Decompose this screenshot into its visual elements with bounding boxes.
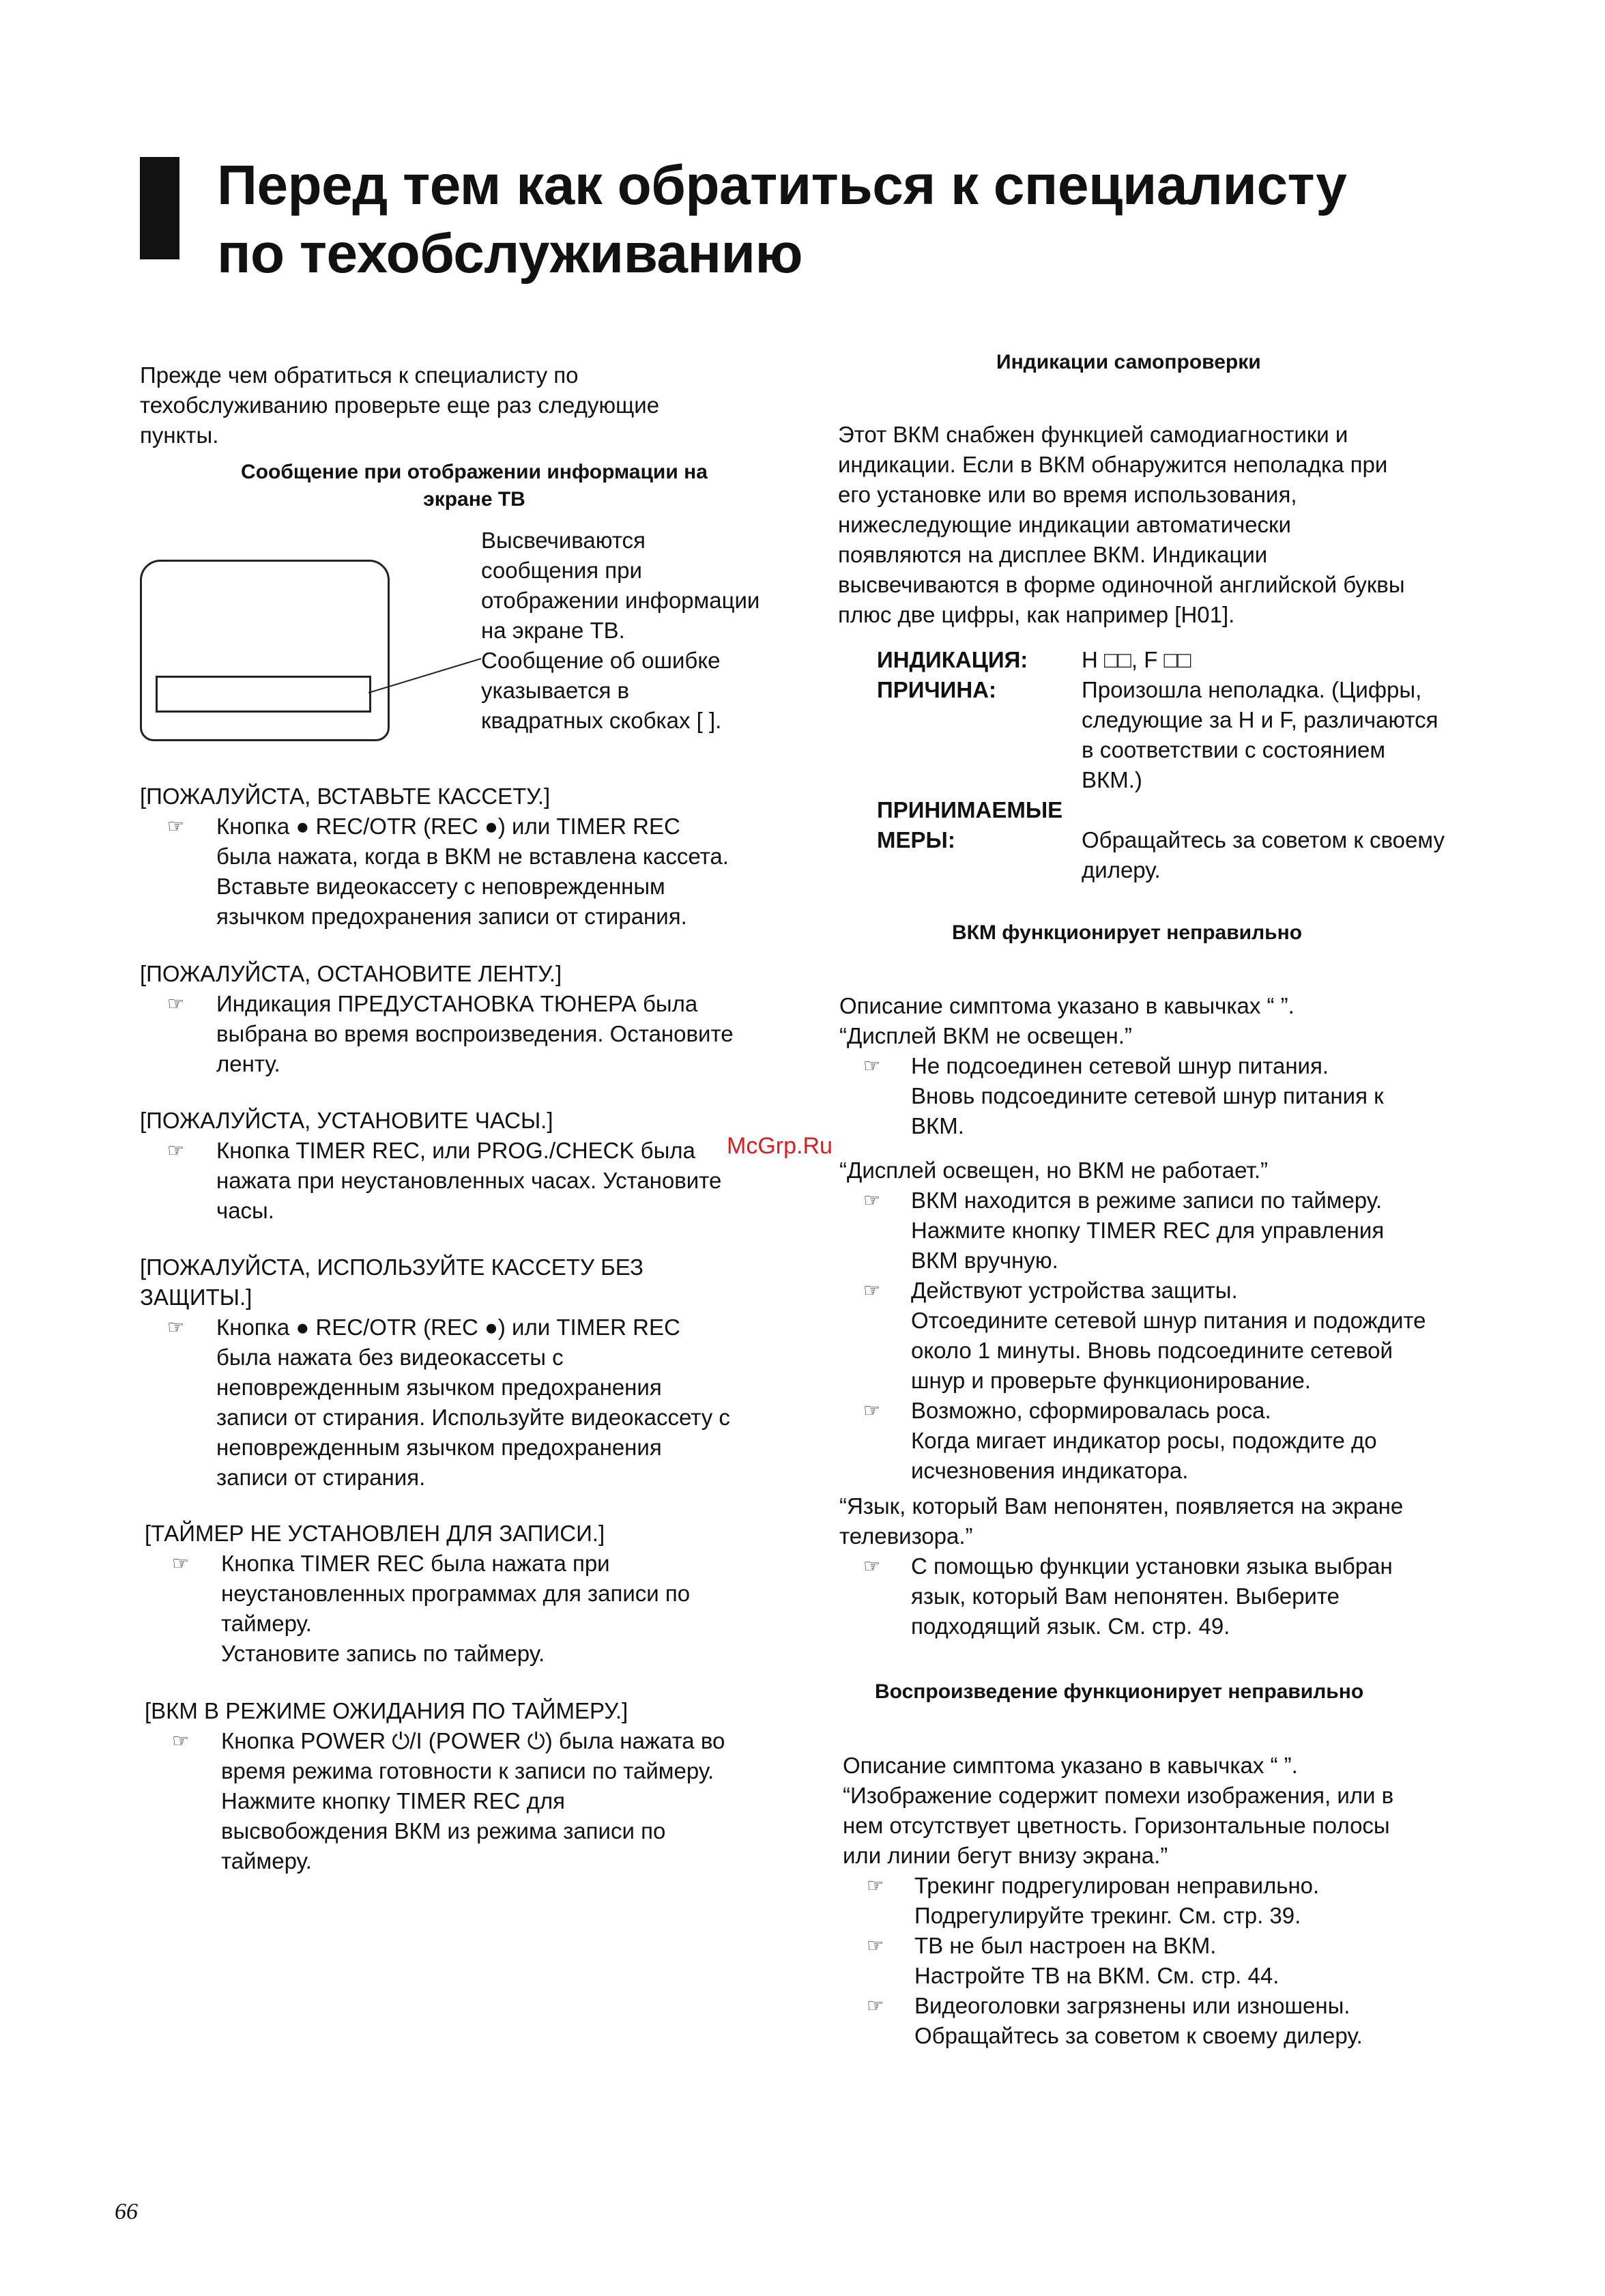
pointing-hand-icon: ☞ — [867, 1875, 884, 1896]
message-title: [ПОЖАЛУЙСТА, ИСПОЛЬЗУЙТЕ КАССЕТУ БЕЗ ЗАЩИТЫ.] — [140, 1254, 644, 1310]
list-item: ☞ С помощью функции установки языка выбран язык, который Вам непонятен. Выберите подходящий язык. См. стр. 49. — [843, 1551, 1559, 1641]
pointing-hand-icon: ☞ — [863, 1555, 881, 1577]
pointing-hand-icon: ☞ — [863, 1280, 881, 1301]
tv-callout-line — [368, 655, 485, 696]
title-bar-decoration — [140, 157, 179, 259]
list-item: ☞ Действуют устройства защиты. Отсоедините сетевой шнур питания и подождите около 1 минуты. Вновь подсоедините сетевой шнур и проверьте функционирование. — [843, 1276, 1559, 1396]
list-item: ☞ Возможно, сформировалась роса. Когда мигает индикатор росы, подождите до исчезновения индикатора. — [843, 1396, 1559, 1486]
message-remedy: ☞ Индикация ПРЕДУСТАНОВКА ТЮНЕРА была выбрана во время воспроизведения. Остановите ленту. — [140, 989, 809, 1079]
pointing-hand-icon: ☞ — [167, 993, 185, 1014]
list-item: ☞ ТВ не был настроен на ВКМ. Настройте ТВ на ВКМ. См. стр. 44. — [846, 1931, 1563, 1991]
self-check-heading: Индикации самопроверки — [996, 351, 1261, 373]
message-title: [ПОЖАЛУЙСТА, УСТАНОВИТЕ ЧАСЫ.] — [140, 1108, 553, 1133]
vcr-malfunction-heading: ВКМ функционирует неправильно — [952, 921, 1303, 944]
tv-error-message-box — [156, 676, 371, 713]
vcr-malfunction-list3 — [843, 1551, 1559, 1641]
playback-malfunction-list — [846, 1871, 1563, 2051]
message-title: [ТАЙМЕР НЕ УСТАНОВЛЕН ДЛЯ ЗАПИСИ.] — [145, 1521, 605, 1546]
indication-label: ИНДИКАЦИЯ: — [877, 647, 1028, 672]
playback-malfunction-intro: Описание симптома указано в кавычках “ ”. “Изображение содержит помехи изображения, или в нем отсутствует цветность. Горизонтальные полосы или линии бегут внизу экрана.” — [843, 1753, 1394, 1868]
vcr-malfunction-intro: Описание симптома указано в кавычках “ ”. “Дисплей ВКМ не освещен.” — [839, 993, 1295, 1048]
message-timer-not-set — [145, 1519, 813, 1669]
pointing-hand-icon: ☞ — [167, 1317, 185, 1338]
message-title: [ПОЖАЛУЙСТА, ВСТАВЬТЕ КАССЕТУ.] — [140, 784, 551, 809]
message-stop-tape — [140, 959, 809, 1079]
pointing-hand-icon: ☞ — [867, 1935, 884, 1956]
pointing-hand-icon: ☞ — [167, 816, 185, 837]
pointing-hand-icon: ☞ — [863, 1190, 881, 1211]
pointing-hand-icon: ☞ — [863, 1400, 881, 1421]
page-number: 66 — [115, 2199, 138, 2224]
message-remedy: ☞ Кнопка ● REC/OTR (REC ●) или TIMER REC была нажата, когда в ВКМ не вставлена кассета. Вставьте видеокассету с неповрежденным язычком предохранения записи от стирания. — [140, 812, 809, 932]
vcr-symptom3: “Язык, который Вам непонятен, появляется на экране телевизора.” — [839, 1493, 1404, 1549]
vcr-symptom2: “Дисплей освещен, но ВКМ не работает.” — [839, 1158, 1268, 1183]
tv-section-heading: Сообщение при отображении информации на экране ТВ — [241, 461, 708, 511]
page-title-line2: по техобслуживанию — [217, 223, 803, 285]
tv-screen-diagram — [140, 560, 390, 741]
indication-value: H □□, F □□ — [1082, 647, 1191, 672]
action-label: ПРИНИМАЕМЫЕ МЕРЫ: — [877, 797, 1063, 852]
page-title-line1: Перед тем как обратиться к специалисту — [217, 154, 1347, 216]
message-remedy: ☞ Кнопка TIMER REC, или PROG./CHECK была нажата при неустановленных часах. Установите часы. — [140, 1136, 809, 1226]
pointing-hand-icon: ☞ — [167, 1140, 185, 1161]
pointing-hand-icon: ☞ — [867, 1995, 884, 2016]
message-use-unprotected-cassette — [140, 1252, 809, 1493]
message-timer-standby — [145, 1696, 813, 1876]
pointing-hand-icon: ☞ — [863, 1055, 881, 1076]
list-item: ☞ Видеоголовки загрязнены или изношены. Обращайтесь за советом к своему дилеру. — [846, 1991, 1563, 2051]
message-remedy: ☞ Кнопка ● REC/OTR (REC ●) или TIMER REC была нажата без видеокассеты с неповрежденным язычком предохранения записи от стирания. Используйте видеокассету с неповрежденным язычком предохранения записи от стирания. — [140, 1312, 809, 1493]
message-set-clock — [140, 1106, 809, 1226]
action-value: Обращайтесь за советом к своему дилеру. — [1082, 827, 1445, 882]
vcr-malfunction-list1 — [843, 1051, 1559, 1141]
message-insert-cassette — [140, 781, 809, 932]
list-item: ☞ Трекинг подрегулирован неправильно. Подрегулируйте трекинг. См. стр. 39. — [846, 1871, 1563, 1931]
watermark: McGrp.Ru — [727, 1133, 833, 1159]
list-item: ☞ Не подсоединен сетевой шнур питания. Вновь подсоедините сетевой шнур питания к ВКМ. — [843, 1051, 1559, 1141]
vcr-malfunction-list2 — [843, 1186, 1559, 1486]
cause-value: Произошла неполадка. (Цифры, следующие за H и F, различаются в соответствии с состоянием ВКМ.) — [1082, 677, 1438, 792]
playback-malfunction-heading: Воспроизведение функционирует неправильно — [875, 1680, 1364, 1703]
message-remedy: ☞ Кнопка POWER ⏻/I (POWER ⏻) была нажата во время режима готовности к записи по таймеру. Нажмите кнопку TIMER REC для высвобождения ВКМ из режима записи по таймеру. — [145, 1726, 813, 1876]
message-title: [ПОЖАЛУЙСТА, ОСТАНОВИТЕ ЛЕНТУ.] — [140, 961, 562, 986]
message-title: [ВКМ В РЕЖИМЕ ОЖИДАНИЯ ПО ТАЙМЕРУ.] — [145, 1698, 628, 1723]
intro-paragraph: Прежде чем обратиться к специалисту по техобслуживанию проверьте еще раз следующие пункты. — [140, 362, 660, 448]
page-title — [217, 152, 1346, 288]
message-remedy: ☞ Кнопка TIMER REC была нажата при неустановленных программах для записи по таймеру. Установите запись по таймеру. — [145, 1549, 813, 1669]
pointing-hand-icon: ☞ — [172, 1553, 190, 1574]
self-check-definitions — [877, 645, 1505, 885]
pointing-hand-icon: ☞ — [172, 1730, 190, 1751]
tv-section-description: Высвечиваются сообщения при отображении информации на экране ТВ. Сообщение об ошибке указывается в квадратных скобках [ ]. — [481, 528, 760, 733]
self-check-text: Этот ВКМ снабжен функцией самодиагностики и индикации. Если в ВКМ обнаружится неполадка при его установке или во время использования, нижеследующие индикации автоматически появляются на дисплее ВКМ. Индикации высвечиваются в форме одиночной английской буквы плюс две цифры, как например [H01]. — [838, 422, 1405, 627]
list-item: ☞ ВКМ находится в режиме записи по таймеру. Нажмите кнопку TIMER REC для управления ВКМ вручную. — [843, 1186, 1559, 1276]
cause-label: ПРИЧИНА: — [877, 677, 997, 702]
